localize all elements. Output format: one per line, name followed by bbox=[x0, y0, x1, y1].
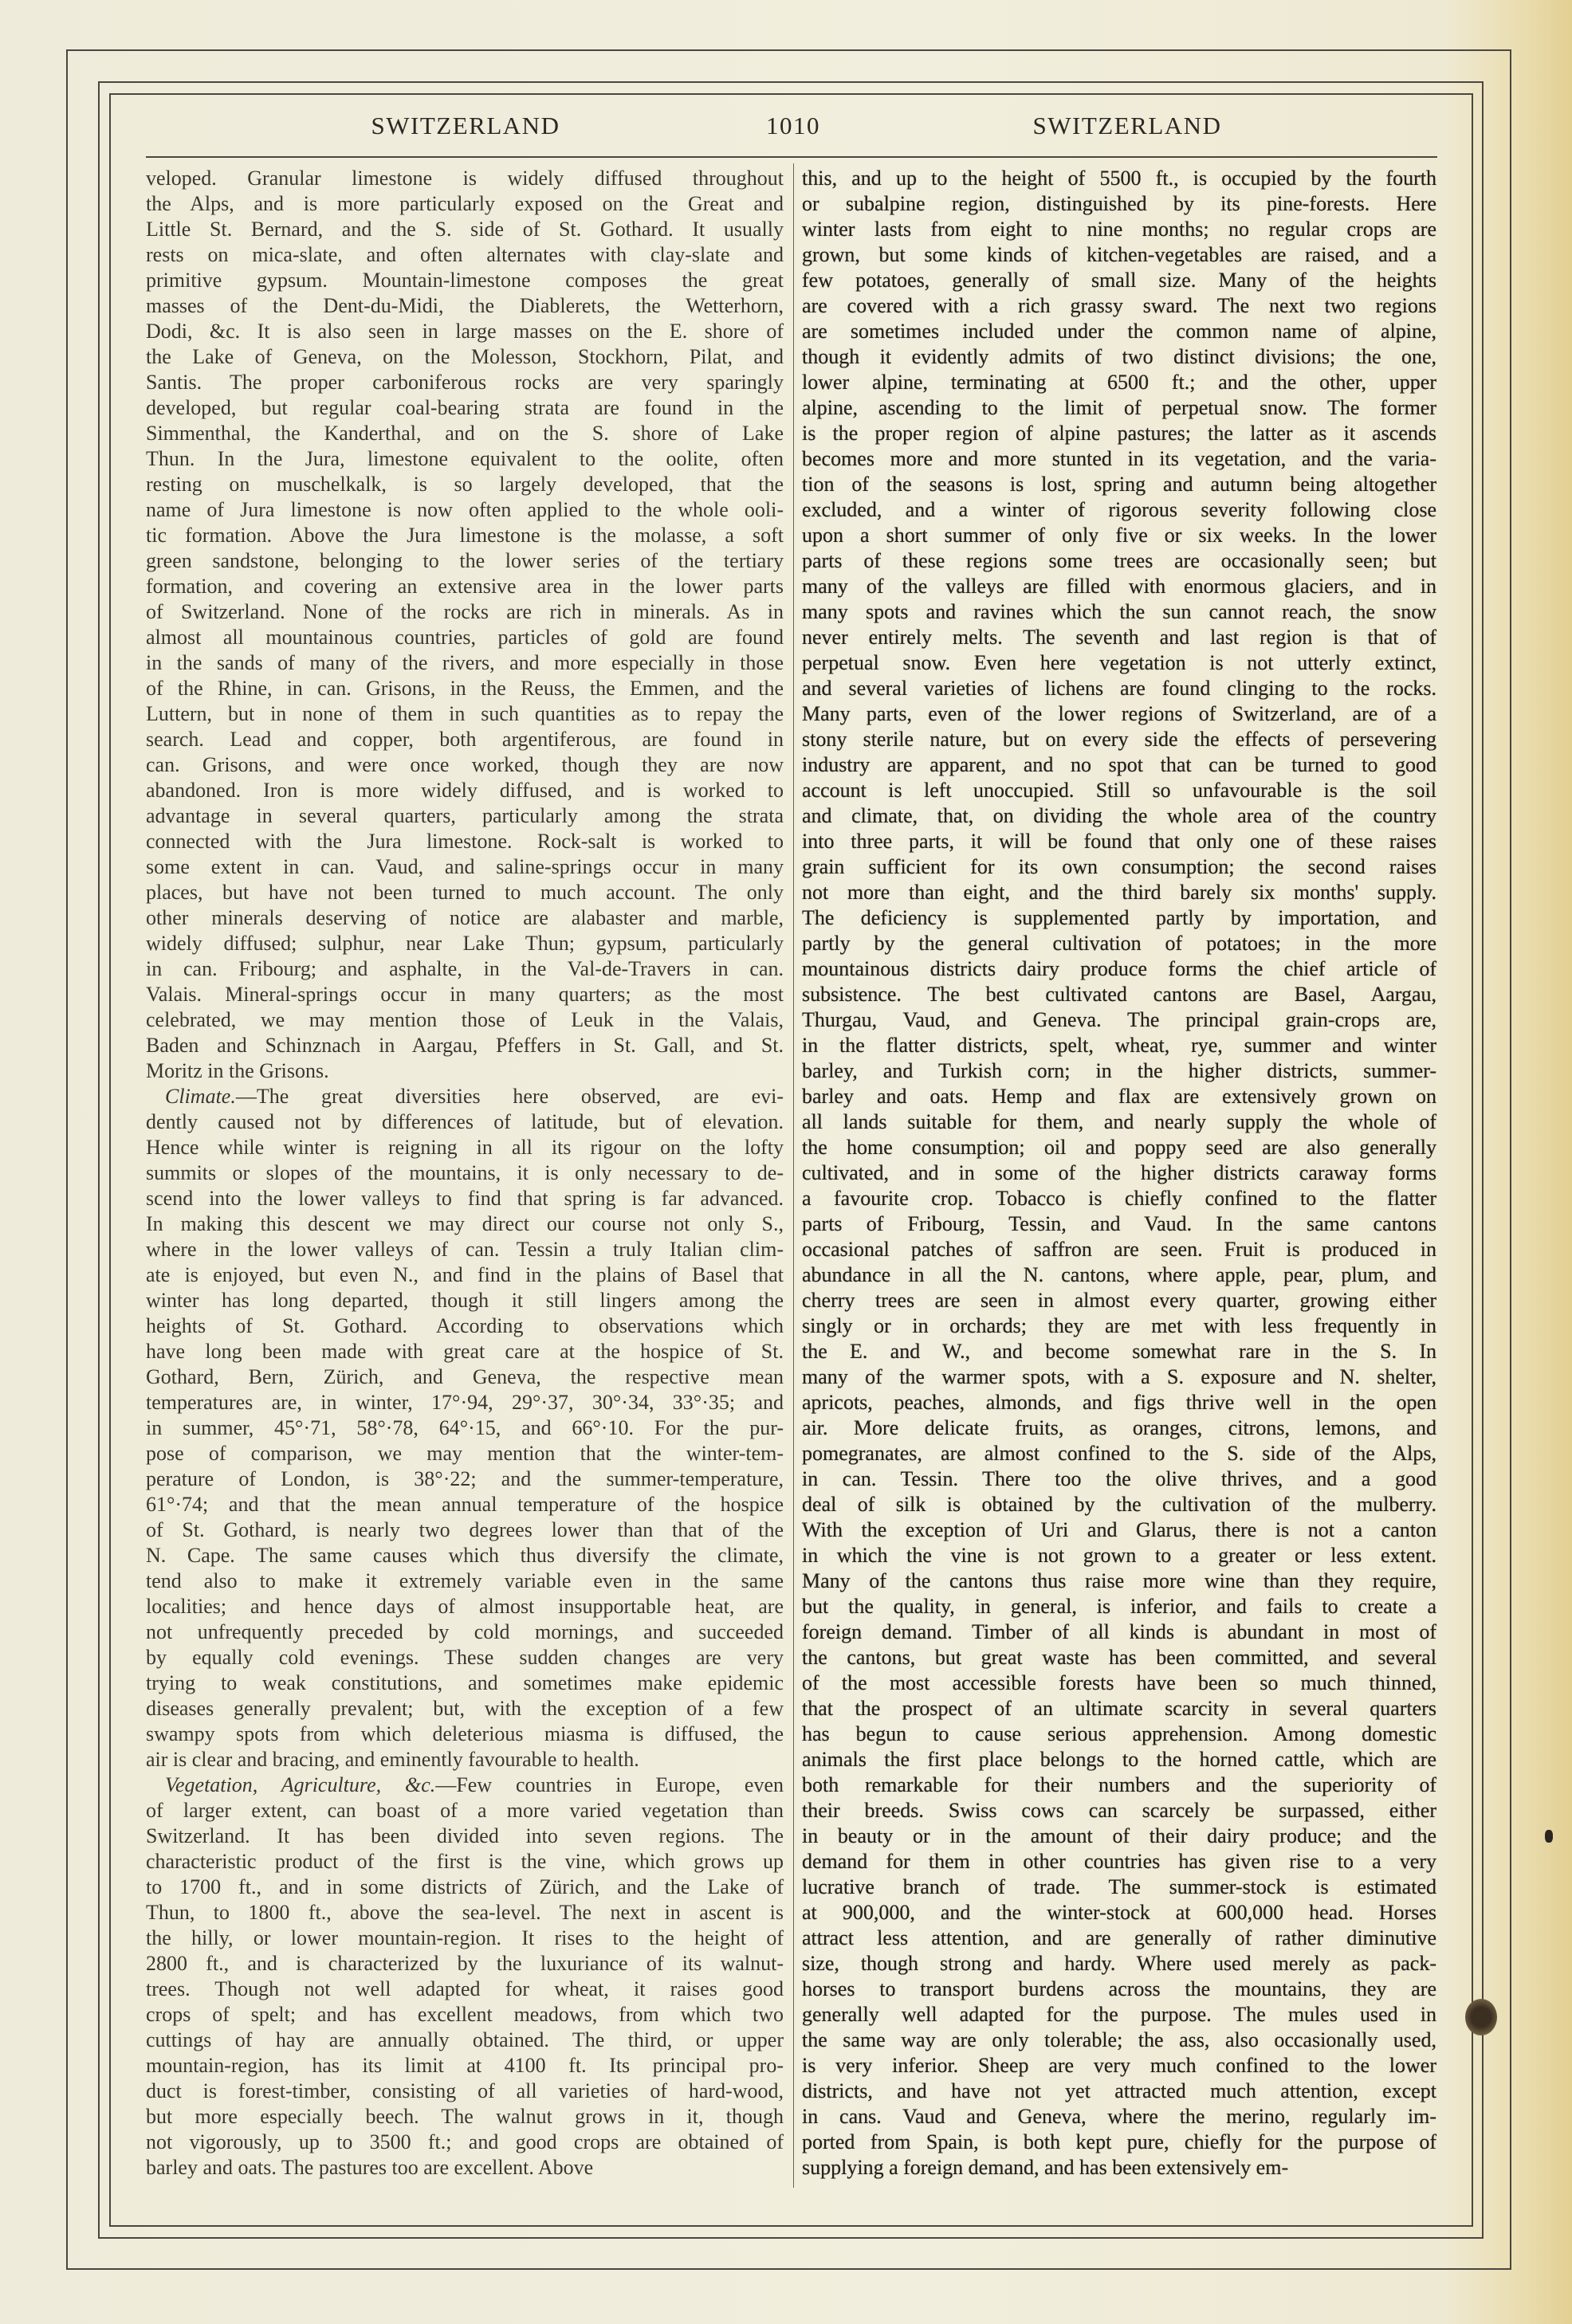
text-line: Thun, to 1800 ft., above the sea-level. The next in ascent is bbox=[146, 1901, 784, 1924]
text-line: the cantons, but great waste has been committed, and several bbox=[802, 1646, 1436, 1669]
text-line: crops of spelt; and has excellent meadows, from which two bbox=[146, 2003, 784, 2026]
text-line: Thun. In the Jura, limestone equivalent to the oolite, often bbox=[146, 447, 784, 470]
text-line: veloped. Granular limestone is widely diffused throughout bbox=[146, 167, 784, 190]
text-line: are sometimes included under the common name of alpine, bbox=[802, 320, 1436, 343]
text-line: In making this descent we may direct our course not only S., bbox=[146, 1212, 784, 1235]
text-line: Moritz in the Grisons. bbox=[146, 1059, 329, 1082]
header-rule bbox=[146, 156, 1437, 158]
text-line: industry are apparent, and no spot that can be turned to good bbox=[802, 753, 1436, 776]
text-line: characteristic product of the first is the vine, which grows up bbox=[146, 1850, 784, 1873]
text-line: in summer, 45°·71, 58°·78, 64°·15, and 66°·10. For the pur- bbox=[146, 1416, 784, 1439]
text-line: search. Lead and copper, both argentiferous, are found in bbox=[146, 728, 784, 751]
text-line: summits or slopes of the mountains, it is only necessary to de- bbox=[146, 1161, 784, 1184]
text-line: barley and oats. Hemp and flax are extensively grown on bbox=[802, 1085, 1436, 1108]
text-line: many of the valleys are filled with enormous glaciers, and in bbox=[802, 575, 1436, 598]
text-line: diseases generally prevalent; but, with the exception of a few bbox=[146, 1697, 784, 1720]
text-line: Gothard, Bern, Zürich, and Geneva, the respective mean bbox=[146, 1365, 784, 1388]
text-line: supplying a foreign demand, and has been extensively em- bbox=[802, 2156, 1289, 2179]
text-line: in beauty or in the amount of their dairy produce; and the bbox=[802, 1824, 1436, 1847]
text-line: though it evidently admits of two distinct divisions; the one, bbox=[802, 345, 1436, 368]
ink-speck bbox=[1545, 1830, 1553, 1843]
text-line: abandoned. Iron is more widely diffused, and is worked to bbox=[146, 779, 784, 802]
text-line: mountain-region, has its limit at 4100 ft. Its principal pro- bbox=[146, 2054, 784, 2077]
text-line: size, though strong and hardy. Where used merely as pack- bbox=[802, 1952, 1436, 1975]
text-line: becomes more and more stunted in its vegetation, and the varia- bbox=[802, 447, 1436, 470]
text-line: of Switzerland. None of the rocks are rich in minerals. As in bbox=[146, 600, 784, 623]
text-line: swampy spots from which deleterious miasma is diffused, the bbox=[146, 1722, 784, 1745]
text-line: lucrative branch of trade. The summer-stock is estimated bbox=[802, 1875, 1436, 1898]
text-line: cuttings of hay are annually obtained. The third, or upper bbox=[146, 2028, 784, 2051]
text-line: excluded, and a winter of rigorous severity following close bbox=[802, 498, 1436, 521]
section-heading: Climate. bbox=[165, 1085, 236, 1108]
text-line: stony sterile nature, but on every side the effects of persevering bbox=[802, 728, 1436, 751]
left-column bbox=[146, 166, 784, 2181]
text-line: trying to weak constitutions, and sometimes make epidemic bbox=[146, 1671, 784, 1694]
text-line: 2800 ft., and is characterized by the luxuriance of its walnut- bbox=[146, 1952, 784, 1975]
text-line: Dodi, &c. It is also seen in large masses on the E. shore of bbox=[146, 320, 784, 343]
text-line: abundance in all the N. cantons, where apple, pear, plum, and bbox=[802, 1263, 1436, 1286]
column-divider bbox=[793, 163, 794, 2188]
text-line: the Alps, and is more particularly exposed on the Great and bbox=[146, 192, 784, 215]
text-line: horses to transport burdens across the mountains, they are bbox=[802, 1977, 1436, 2000]
text-line: not more than eight, and the third barely six months' supply. bbox=[802, 881, 1436, 904]
text-line: into three parts, it will be found that only one of these raises bbox=[802, 830, 1436, 853]
text-line: in the sands of many of the rivers, and more especially in those bbox=[146, 651, 784, 674]
text-line: of larger extent, can boast of a more varied vegetation than bbox=[146, 1799, 784, 1822]
text-line: deal of silk is obtained by the cultivation of the mulberry. bbox=[802, 1493, 1436, 1516]
text-line: connected with the Jura limestone. Rock-salt is worked to bbox=[146, 830, 784, 853]
text-line: their breeds. Swiss cows can scarcely be surpassed, either bbox=[802, 1799, 1436, 1822]
text-line: almost all mountainous countries, particles of gold are found bbox=[146, 626, 784, 649]
text-line: resting on muschelkalk, is so largely developed, that the bbox=[146, 473, 784, 496]
text-line: primitive gypsum. Mountain-limestone composes the great bbox=[146, 269, 784, 292]
text-line: the same way are only tolerable; the ass, also occasionally used, bbox=[802, 2028, 1436, 2051]
page-number: 1010 bbox=[766, 112, 820, 139]
text-line: localities; and hence days of almost insupportable heat, are bbox=[146, 1595, 784, 1618]
text-line: Climate.—The great diversities here observed, are evi- bbox=[165, 1085, 784, 1108]
text-line: upon a short summer of only five or six weeks. In the lower bbox=[802, 524, 1436, 547]
text-line: Luttern, but in none of them in such quantities as to repay the bbox=[146, 702, 784, 725]
text-line: N. Cape. The same causes which thus diversify the climate, bbox=[146, 1544, 784, 1567]
text-line: pose of comparison, we may mention that the winter-tem- bbox=[146, 1442, 784, 1465]
text-line: account is left unoccupied. Still so unfavourable is the soil bbox=[802, 779, 1436, 802]
text-line: this, and up to the height of 5500 ft., is occupied by the fourth bbox=[802, 167, 1436, 190]
text-line: ported from Spain, is both kept pure, chiefly for the purpose of bbox=[802, 2130, 1436, 2153]
text-line: duct is forest-timber, consisting of all varieties of hard-wood, bbox=[146, 2079, 784, 2102]
text-line: places, but have not been turned to much account. The only bbox=[146, 881, 784, 904]
text-line: grain sufficient for its own consumption; the second raises bbox=[802, 855, 1436, 878]
text-line: barley and oats. The pastures too are excellent. Above bbox=[146, 2156, 594, 2179]
text-line: are covered with a rich grassy sward. The next two regions bbox=[802, 294, 1436, 317]
text-line: many spots and ravines which the sun cannot reach, the snow bbox=[802, 600, 1436, 623]
text-line: that the prospect of an ultimate scarcity in several quarters bbox=[802, 1697, 1436, 1720]
text-line: Valais. Mineral-springs occur in many quarters; as the most bbox=[146, 983, 784, 1006]
text-line: Little St. Bernard, and the S. side of St. Gothard. It usually bbox=[146, 218, 784, 241]
text-line: tion of the seasons is lost, spring and autumn being altogether bbox=[802, 473, 1436, 496]
text-line: Hence while winter is reigning in all its rigour on the lofty bbox=[146, 1136, 784, 1159]
text-line: not unfrequently preceded by cold mornings, and succeeded bbox=[146, 1620, 784, 1643]
text-line: dently caused not by differences of latitude, but of elevation. bbox=[146, 1110, 784, 1133]
text-line: foreign demand. Timber of all kinds is abundant in most of bbox=[802, 1620, 1436, 1643]
text-line: have long been made with great care at the hospice of St. bbox=[146, 1340, 784, 1363]
text-line: animals the first place belongs to the horned cattle, which are bbox=[802, 1748, 1436, 1771]
text-line: many of the warmer spots, with a S. exposure and N. shelter, bbox=[802, 1365, 1436, 1388]
text-line: is very inferior. Sheep are very much confined to the lower bbox=[802, 2054, 1436, 2077]
text-line: formation, and covering an extensive area in the lower parts bbox=[146, 575, 784, 598]
text-line: Baden and Schinznach in Aargau, Pfeffers in St. Gall, and St. bbox=[146, 1034, 784, 1057]
text-line: scend into the lower valleys to find that spring is far advanced. bbox=[146, 1187, 784, 1210]
text-line: of the most accessible forests have been so much thinned, bbox=[802, 1671, 1436, 1694]
text-line: Many of the cantons thus raise more wine than they require, bbox=[802, 1569, 1436, 1592]
text-line: Thurgau, Vaud, and Geneva. The principal grain-crops are, bbox=[802, 1008, 1436, 1031]
text-line: Switzerland. It has been divided into seven regions. The bbox=[146, 1824, 784, 1847]
text-line: but more especially beech. The walnut grows in it, though bbox=[146, 2105, 784, 2128]
text-line: air is clear and bracing, and eminently favourable to health. bbox=[146, 1748, 639, 1771]
text-line: in can. Fribourg; and asphalte, in the Val-de-Travers in can. bbox=[146, 957, 784, 980]
text-line: a favourite crop. Tobacco is chiefly confined to the flatter bbox=[802, 1187, 1436, 1210]
running-head-right: SWITZERLAND bbox=[1032, 112, 1222, 139]
text-line: generally well adapted for the purpose. The mules used in bbox=[802, 2003, 1436, 2026]
text-line: perature of London, is 38°·22; and the summer-temperature, bbox=[146, 1467, 784, 1490]
text-line: lower alpine, terminating at 6500 ft.; and the other, upper bbox=[802, 371, 1436, 394]
text-line: air. More delicate fruits, as oranges, citrons, lemons, and bbox=[802, 1416, 1436, 1439]
text-line: in cans. Vaud and Geneva, where the merino, regularly im- bbox=[802, 2105, 1436, 2128]
text-line: districts, and have not yet attracted much attention, except bbox=[802, 2079, 1436, 2102]
text-line: subsistence. The best cultivated cantons are Basel, Aargau, bbox=[802, 983, 1436, 1006]
text-line: the hilly, or lower mountain-region. It rises to the height of bbox=[146, 1926, 784, 1949]
text-line: has begun to cause serious apprehension. Among domestic bbox=[802, 1722, 1436, 1745]
text-line: advantage in several quarters, particularly among the strata bbox=[146, 804, 784, 827]
text-line: of the Rhine, in can. Grisons, in the Reuss, the Emmen, and the bbox=[146, 677, 784, 700]
text-line: and several varieties of lichens are found clinging to the rocks. bbox=[802, 677, 1436, 700]
text-line: grown, but some kinds of kitchen-vegetables are raised, and a bbox=[802, 243, 1436, 266]
text-line: widely diffused; sulphur, near Lake Thun; gypsum, particularly bbox=[146, 932, 784, 955]
text-line: masses of the Dent-du-Midi, the Diablerets, the Wetterhorn, bbox=[146, 294, 784, 317]
text-line: 61°·74; and that the mean annual temperature of the hospice bbox=[146, 1493, 784, 1516]
text-line: not vigorously, up to 3500 ft.; and good crops are obtained of bbox=[146, 2130, 784, 2153]
text-line: other minerals deserving of notice are alabaster and marble, bbox=[146, 906, 784, 929]
text-line: where in the lower valleys of can. Tessin a truly Italian clim- bbox=[146, 1238, 784, 1261]
text-line: mountainous districts dairy produce forms the chief article of bbox=[802, 957, 1436, 980]
text-line: and climate, that, on dividing the whole area of the country bbox=[802, 804, 1436, 827]
text-line: partly by the general cultivation of potatoes; in the more bbox=[802, 932, 1436, 955]
text-line: or subalpine region, distinguished by its pine-forests. Here bbox=[802, 192, 1436, 215]
text-line: demand for them in other countries has given rise to a very bbox=[802, 1850, 1436, 1873]
text-line: to 1700 ft., and in some districts of Zürich, and the Lake of bbox=[146, 1875, 784, 1898]
text-line: few potatoes, generally of small size. Many of the heights bbox=[802, 269, 1436, 292]
text-line: trees. Though not well adapted for wheat, it raises good bbox=[146, 1977, 784, 2000]
text-line: alpine, ascending to the limit of perpetual snow. The former bbox=[802, 396, 1436, 419]
text-line: name of Jura limestone is now often applied to the whole ooli- bbox=[146, 498, 784, 521]
text-line: tic formation. Above the Jura limestone is the molasse, a soft bbox=[146, 524, 784, 547]
text-line: pomegranates, are almost confined to the S. side of the Alps, bbox=[802, 1442, 1436, 1465]
text-line: at 900,000, and the winter-stock at 600,000 head. Horses bbox=[802, 1901, 1436, 1924]
text-line: in which the vine is not grown to a greater or less extent. bbox=[802, 1544, 1436, 1567]
text-line: occasional patches of saffron are seen. Fruit is produced in bbox=[802, 1238, 1436, 1261]
text-line: but the quality, in general, is inferior, and fails to create a bbox=[802, 1595, 1436, 1618]
text-line: parts of Fribourg, Tessin, and Vaud. In the same cantons bbox=[802, 1212, 1436, 1235]
text-line: perpetual snow. Even here vegetation is not utterly extinct, bbox=[802, 651, 1436, 674]
ink-stain bbox=[1465, 1999, 1497, 2035]
right-column bbox=[802, 166, 1436, 2181]
text-line: can. Grisons, and were once worked, though they are now bbox=[146, 753, 784, 776]
text-line: cherry trees are seen in almost every quarter, growing either bbox=[802, 1289, 1436, 1312]
text-line: Many parts, even of the lower regions of Switzerland, are of a bbox=[802, 702, 1436, 725]
text-line: heights of St. Gothard. According to observations which bbox=[146, 1314, 784, 1337]
text-line: tend also to make it extremely variable even in the same bbox=[146, 1569, 784, 1592]
text-line: never entirely melts. The seventh and last region is that of bbox=[802, 626, 1436, 649]
text-line: the E. and W., and become somewhat rare in the S. In bbox=[802, 1340, 1436, 1363]
text-line: is the proper region of alpine pastures; the latter as it ascends bbox=[802, 422, 1436, 445]
text-line: Vegetation, Agriculture, &c.—Few countries in Europe, even bbox=[165, 1773, 784, 1796]
text-line: attract less attention, and are generally of rather diminutive bbox=[802, 1926, 1436, 1949]
text-line: rests on mica-slate, and often alternates with clay-slate and bbox=[146, 243, 784, 266]
text-line: winter has long departed, though it still lingers among the bbox=[146, 1289, 784, 1312]
text-line: in can. Tessin. There too the olive thrives, and a good bbox=[802, 1467, 1436, 1490]
text-line: winter lasts from eight to nine months; no regular crops are bbox=[802, 218, 1436, 241]
text-line: With the exception of Uri and Glarus, there is not a canton bbox=[802, 1518, 1436, 1541]
text-line: the home consumption; oil and poppy seed are also generally bbox=[802, 1136, 1436, 1159]
text-line: Simmenthal, the Kanderthal, and on the S. shore of Lake bbox=[146, 422, 784, 445]
text-line: of St. Gothard, is nearly two degrees lower than that of the bbox=[146, 1518, 784, 1541]
text-line: parts of these regions some trees are occasionally seen; but bbox=[802, 549, 1436, 572]
text-line: all lands suitable for them, and nearly supply the whole of bbox=[802, 1110, 1436, 1133]
text-line: the Lake of Geneva, on the Molesson, Stockhorn, Pilat, and bbox=[146, 345, 784, 368]
text-line: celebrated, we may mention those of Leuk in the Valais, bbox=[146, 1008, 784, 1031]
text-line: by equally cold evenings. These sudden changes are very bbox=[146, 1646, 784, 1669]
text-line: temperatures are, in winter, 17°·94, 29°·37, 30°·34, 33°·35; and bbox=[146, 1391, 784, 1414]
running-head-left: SWITZERLAND bbox=[371, 112, 560, 139]
text-line: some extent in can. Vaud, and saline-springs occur in many bbox=[146, 855, 784, 878]
text-line: in the flatter districts, spelt, wheat, rye, summer and winter bbox=[802, 1034, 1436, 1057]
text-line: both remarkable for their numbers and the superiority of bbox=[802, 1773, 1436, 1796]
text-line: ate is enjoyed, but even N., and find in the plains of Basel that bbox=[146, 1263, 784, 1286]
text-line: barley, and Turkish corn; in the higher districts, summer- bbox=[802, 1059, 1436, 1082]
text-line: singly or in orchards; they are met with less frequently in bbox=[802, 1314, 1436, 1337]
section-heading: Vegetation, Agriculture, &c. bbox=[165, 1773, 436, 1796]
text-line: The deficiency is supplemented partly by importation, and bbox=[802, 906, 1436, 929]
text-line: cultivated, and in some of the higher districts caraway forms bbox=[802, 1161, 1436, 1184]
text-line: Santis. The proper carboniferous rocks are very sparingly bbox=[146, 371, 784, 394]
text-line: developed, but regular coal-bearing strata are found in the bbox=[146, 396, 784, 419]
text-line: apricots, peaches, almonds, and figs thrive well in the open bbox=[802, 1391, 1436, 1414]
text-line: green sandstone, belonging to the lower series of the tertiary bbox=[146, 549, 784, 572]
